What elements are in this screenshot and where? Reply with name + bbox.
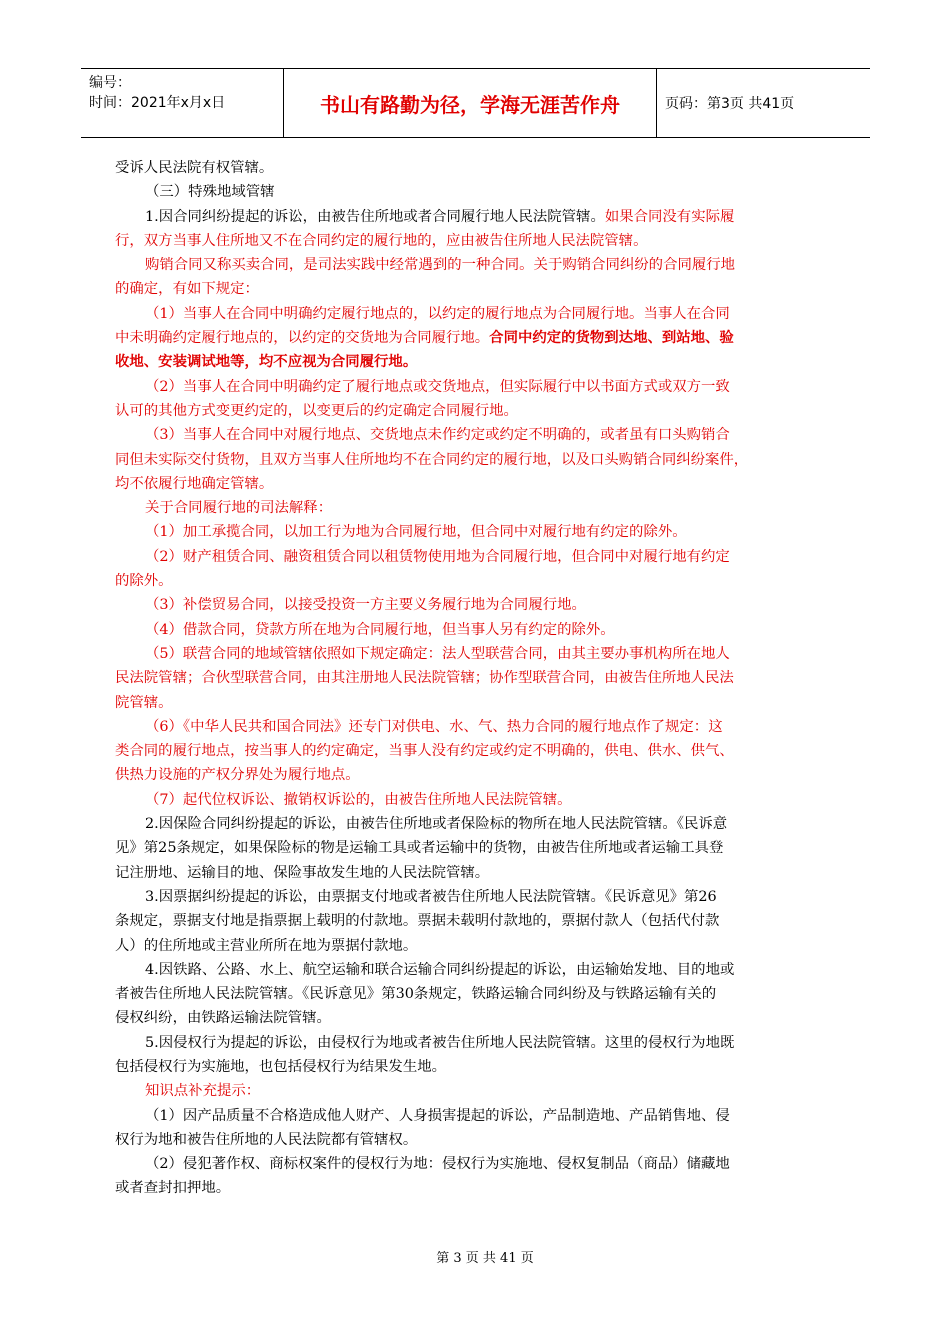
document-date-label: 时间：2021年x月x日 bbox=[89, 95, 226, 111]
text-line: 行，双方当事人住所地又不在合同约定的履行地的，应由被告住所地人民法院管辖。 bbox=[115, 232, 648, 249]
text-line: （4）借款合同，贷款方所在地为合同履行地，但当事人另有约定的除外。 bbox=[145, 621, 615, 638]
text-line: 或者查封扣押地。 bbox=[115, 1180, 231, 1197]
text-line: 条规定，票据支付地是指票据上载明的付款地。票据未载明付款地的，票据付款人（包括代付款 bbox=[115, 913, 720, 930]
text-line: （3）当事人在合同中对履行地点、交货地点未作约定或约定不明确的，或者虽有口头购销合 bbox=[145, 427, 730, 444]
header-motto: 书山有路勤为径，学海无涯苦作舟 bbox=[284, 69, 657, 137]
text-line: 受诉人民法院有权管辖。 bbox=[115, 160, 274, 176]
text-line bbox=[115, 326, 840, 350]
text-line: （6）《中华人民共和国合同法》还专门对供电、水、气、热力合同的履行地点作了规定：这 bbox=[145, 718, 723, 735]
text-line: 关于合同履行地的司法解释： bbox=[145, 500, 333, 517]
text-line: 见》第25条规定，如果保险标的物是运输工具或者运输中的货物，由被告住所地或者运输工具登 bbox=[115, 840, 724, 857]
text-segment-red: 如果合同没有实际履 bbox=[604, 208, 735, 225]
text-line: 4.因铁路、公路、水上、航空运输和联合运输合同纠纷提起的诉讼，由运输始发地、目的地或 bbox=[145, 961, 735, 978]
text-line bbox=[115, 350, 840, 374]
text-line: 者被告住所地人民法院管辖。《民诉意见》第30条规定，铁路运输合同纠纷及与铁路运输有关的 bbox=[115, 986, 717, 1003]
text-line: 同但未实际交付货物，且双方当事人住所地均不在合同约定的履行地，以及口头购销合同纠纷案件， bbox=[115, 451, 749, 468]
text-line: 供热力设施的产权分界处为履行地点。 bbox=[115, 767, 360, 784]
text-line: 3.因票据纠纷提起的诉讼，由票据支付地或者被告住所地人民法院管辖。《民诉意见》第26 bbox=[145, 888, 717, 905]
text-segment-bold: 收地、安装调试地等，均不应视为合同履行地。 bbox=[115, 353, 418, 371]
text-line: 侵权纠纷，由铁路运输法院管辖。 bbox=[115, 1010, 331, 1027]
document-number-label: 编号： bbox=[89, 75, 131, 91]
text-line: 院管辖。 bbox=[115, 694, 173, 711]
text-line: 民法院管辖；合伙型联营合同，由其注册地人民法院管辖；协作型联营合同，由被告住所地人民法 bbox=[115, 670, 734, 687]
text-line: （7）起代位权诉讼、撤销权诉讼的，由被告住所地人民法院管辖。 bbox=[145, 791, 572, 808]
text-line: 记注册地、运输目的地、保险事故发生地的人民法院管辖。 bbox=[115, 864, 490, 881]
text-line: 类合同的履行地点，按当事人的约定确定，当事人没有约定或约定不明确的，供电、供水、供气、 bbox=[115, 743, 734, 760]
text-segment-bold: 合同中约定的货物到达地、到站地、验 bbox=[489, 329, 734, 347]
text-line: 权行为地和被告住所地的人民法院都有管辖权。 bbox=[115, 1131, 418, 1148]
text-line: （1）加工承揽合同，以加工行为地为合同履行地，但合同中对履行地有约定的除外。 bbox=[145, 524, 687, 541]
header-meta bbox=[81, 69, 284, 137]
page-header bbox=[81, 68, 870, 138]
text-line: 5.因侵权行为提起的诉讼，由侵权行为地或者被告住所地人民法院管辖。这里的侵权行为地既 bbox=[145, 1034, 735, 1051]
document-body bbox=[115, 156, 840, 1201]
text-segment: 1.因合同纠纷提起的诉讼，由被告住所地或者合同履行地人民法院管辖。 bbox=[145, 208, 605, 225]
text-line: 知识点补充提示： bbox=[145, 1083, 261, 1100]
text-line: 2.因保险合同纠纷提起的诉讼，由被告住所地或者保险标的物所在地人民法院管辖。《民诉意 bbox=[145, 816, 728, 833]
text-line: 均不依履行地确定管辖。 bbox=[115, 475, 274, 492]
text-line: （1）当事人在合同中明确约定履行地点的，以约定的履行地点为合同履行地。当事人在合同 bbox=[145, 305, 730, 322]
text-line: （5）联营合同的地域管辖依照如下规定确定：法人型联营合同，由其主要办事机构所在地人 bbox=[145, 645, 730, 662]
text-line: 的除外。 bbox=[115, 573, 173, 590]
text-line: （2）财产租赁合同、融资租赁合同以租赁物使用地为合同履行地，但合同中对履行地有约定 bbox=[145, 548, 730, 565]
text-line: （三）特殊地域管辖 bbox=[145, 184, 275, 201]
text-segment: 中未明确约定履行地点的，以约定的交货地为合同履行地。 bbox=[115, 330, 490, 347]
text-line: 包括侵权行为实施地，也包括侵权行为结果发生地。 bbox=[115, 1058, 446, 1075]
page-footer: 第 3 页 共 41 页 bbox=[436, 1251, 534, 1266]
text-line: 购销合同又称买卖合同，是司法实践中经常遇到的一种合同。关于购销合同纠纷的合同履行地 bbox=[145, 257, 736, 274]
text-line: （1）因产品质量不合格造成他人财产、人身损害提起的诉讼，产品制造地、产品销售地、侵 bbox=[145, 1107, 730, 1124]
header-page-label: 页码：第3页 共41页 bbox=[665, 96, 795, 112]
text-line: （3）补偿贸易合同，以接受投资一方主要义务履行地为合同履行地。 bbox=[145, 597, 586, 614]
text-line: （2）当事人在合同中明确约定了履行地点或交货地点，但实际履行中以书面方式或双方一致 bbox=[145, 378, 730, 395]
text-line: （2）侵犯著作权、商标权案件的侵权行为地：侵权行为实施地、侵权复制品（商品）储藏地 bbox=[145, 1156, 730, 1173]
text-line: 人）的住所地或主营业所所在地为票据付款地。 bbox=[115, 937, 418, 954]
text-line: 认可的其他方式变更约定的，以变更后的约定确定合同履行地。 bbox=[115, 402, 518, 419]
text-line: 的确定，有如下规定： bbox=[115, 281, 259, 298]
text-line bbox=[115, 205, 840, 229]
